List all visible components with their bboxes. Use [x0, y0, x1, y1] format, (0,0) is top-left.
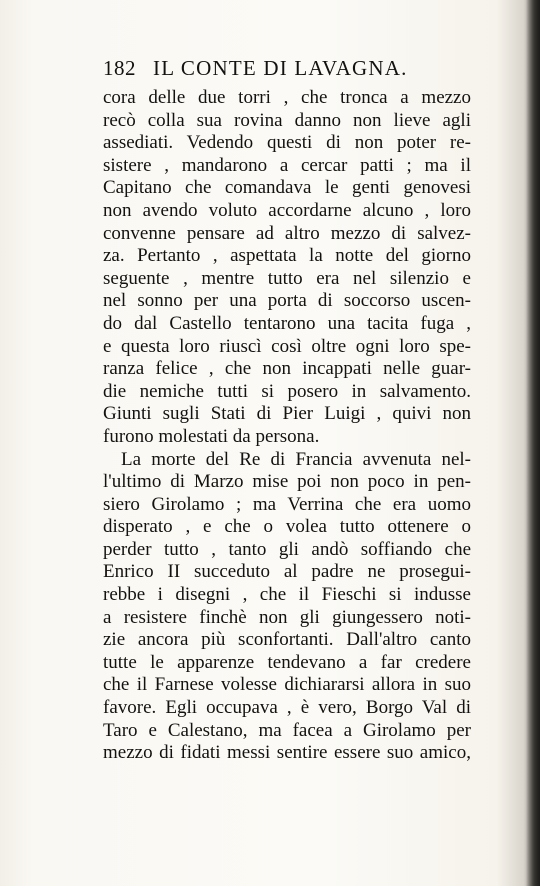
text-line: seguente , mentre tutto era nel silenzio e — [103, 267, 471, 289]
text-line: ranza felice , che non incappati nelle guar- — [103, 358, 471, 380]
text-line: Taro e Calestano, ma facea a Girolamo per — [103, 719, 471, 741]
text-line: sistere , mandarono a cercar patti ; ma il — [103, 154, 471, 176]
text-line: siero Girolamo ; ma Verrina che era uomo — [103, 493, 471, 515]
text-line: disperato , e che o volea tutto ottenere o — [103, 516, 471, 538]
text-line: rebbe i disegni , che il Fieschi si indusse — [103, 584, 471, 606]
text-line: za. Pertanto , aspettata la notte del giorno — [103, 245, 471, 267]
text-line: favore. Egli occupava , è vero, Borgo Val di — [103, 697, 471, 719]
text-line: l'ultimo di Marzo mise poi non poco in pen- — [103, 471, 471, 493]
text-line: assediati. Vedendo questi di non poter re- — [103, 132, 471, 154]
text-line: mezzo di fidati messi sentire essere suo amico, — [103, 742, 471, 764]
text-line: che il Farnese volesse dichiararsi allora in suo — [103, 674, 471, 696]
text-line: nel sonno per una porta di soccorso uscen- — [103, 290, 471, 312]
text-line: die nemiche tutti si posero in salvamento. — [103, 380, 471, 402]
page-edge-shadow — [526, 0, 540, 886]
page-header — [103, 56, 413, 84]
text-line: tutte le apparenze tendevano a far credere — [103, 651, 471, 673]
text-line: cora delle due torri , che tronca a mezzo — [103, 87, 471, 108]
text-line: non avendo voluto accordarne alcuno , loro — [103, 199, 471, 221]
text-line: Enrico II succeduto al padre ne prosegui- — [103, 561, 471, 583]
text-line: Giunti sugli Stati di Pier Luigi , quivi non — [103, 403, 471, 425]
text-line: e questa loro riuscì così oltre ogni loro spe- — [103, 335, 471, 357]
paragraph-end-line: furono molestati da persona. — [103, 425, 320, 447]
text-line: a resistere finchè non gli giungessero noti- — [103, 606, 471, 628]
running-head: IL CONTE DI LAVAGNA. — [153, 56, 408, 80]
text-line: Capitano che comandava le genti genovesi — [103, 177, 471, 199]
text-line: convenne pensare ad altro mezzo di salvez- — [103, 222, 471, 244]
text-line: perder tutto , tanto gli andò soffiando che — [103, 538, 471, 560]
page-number: 182 — [103, 56, 136, 80]
text-line: do dal Castello tentarono una tacita fuga , — [103, 312, 471, 334]
text-line: recò colla sua rovina danno non lieve agli — [103, 109, 471, 131]
paragraph-start-line: La morte del Re di Francia avvenuta nel- — [121, 448, 471, 470]
text-line: zie ancora più sconfortanti. Dall'altro canto — [103, 629, 471, 651]
body-text — [103, 87, 471, 765]
